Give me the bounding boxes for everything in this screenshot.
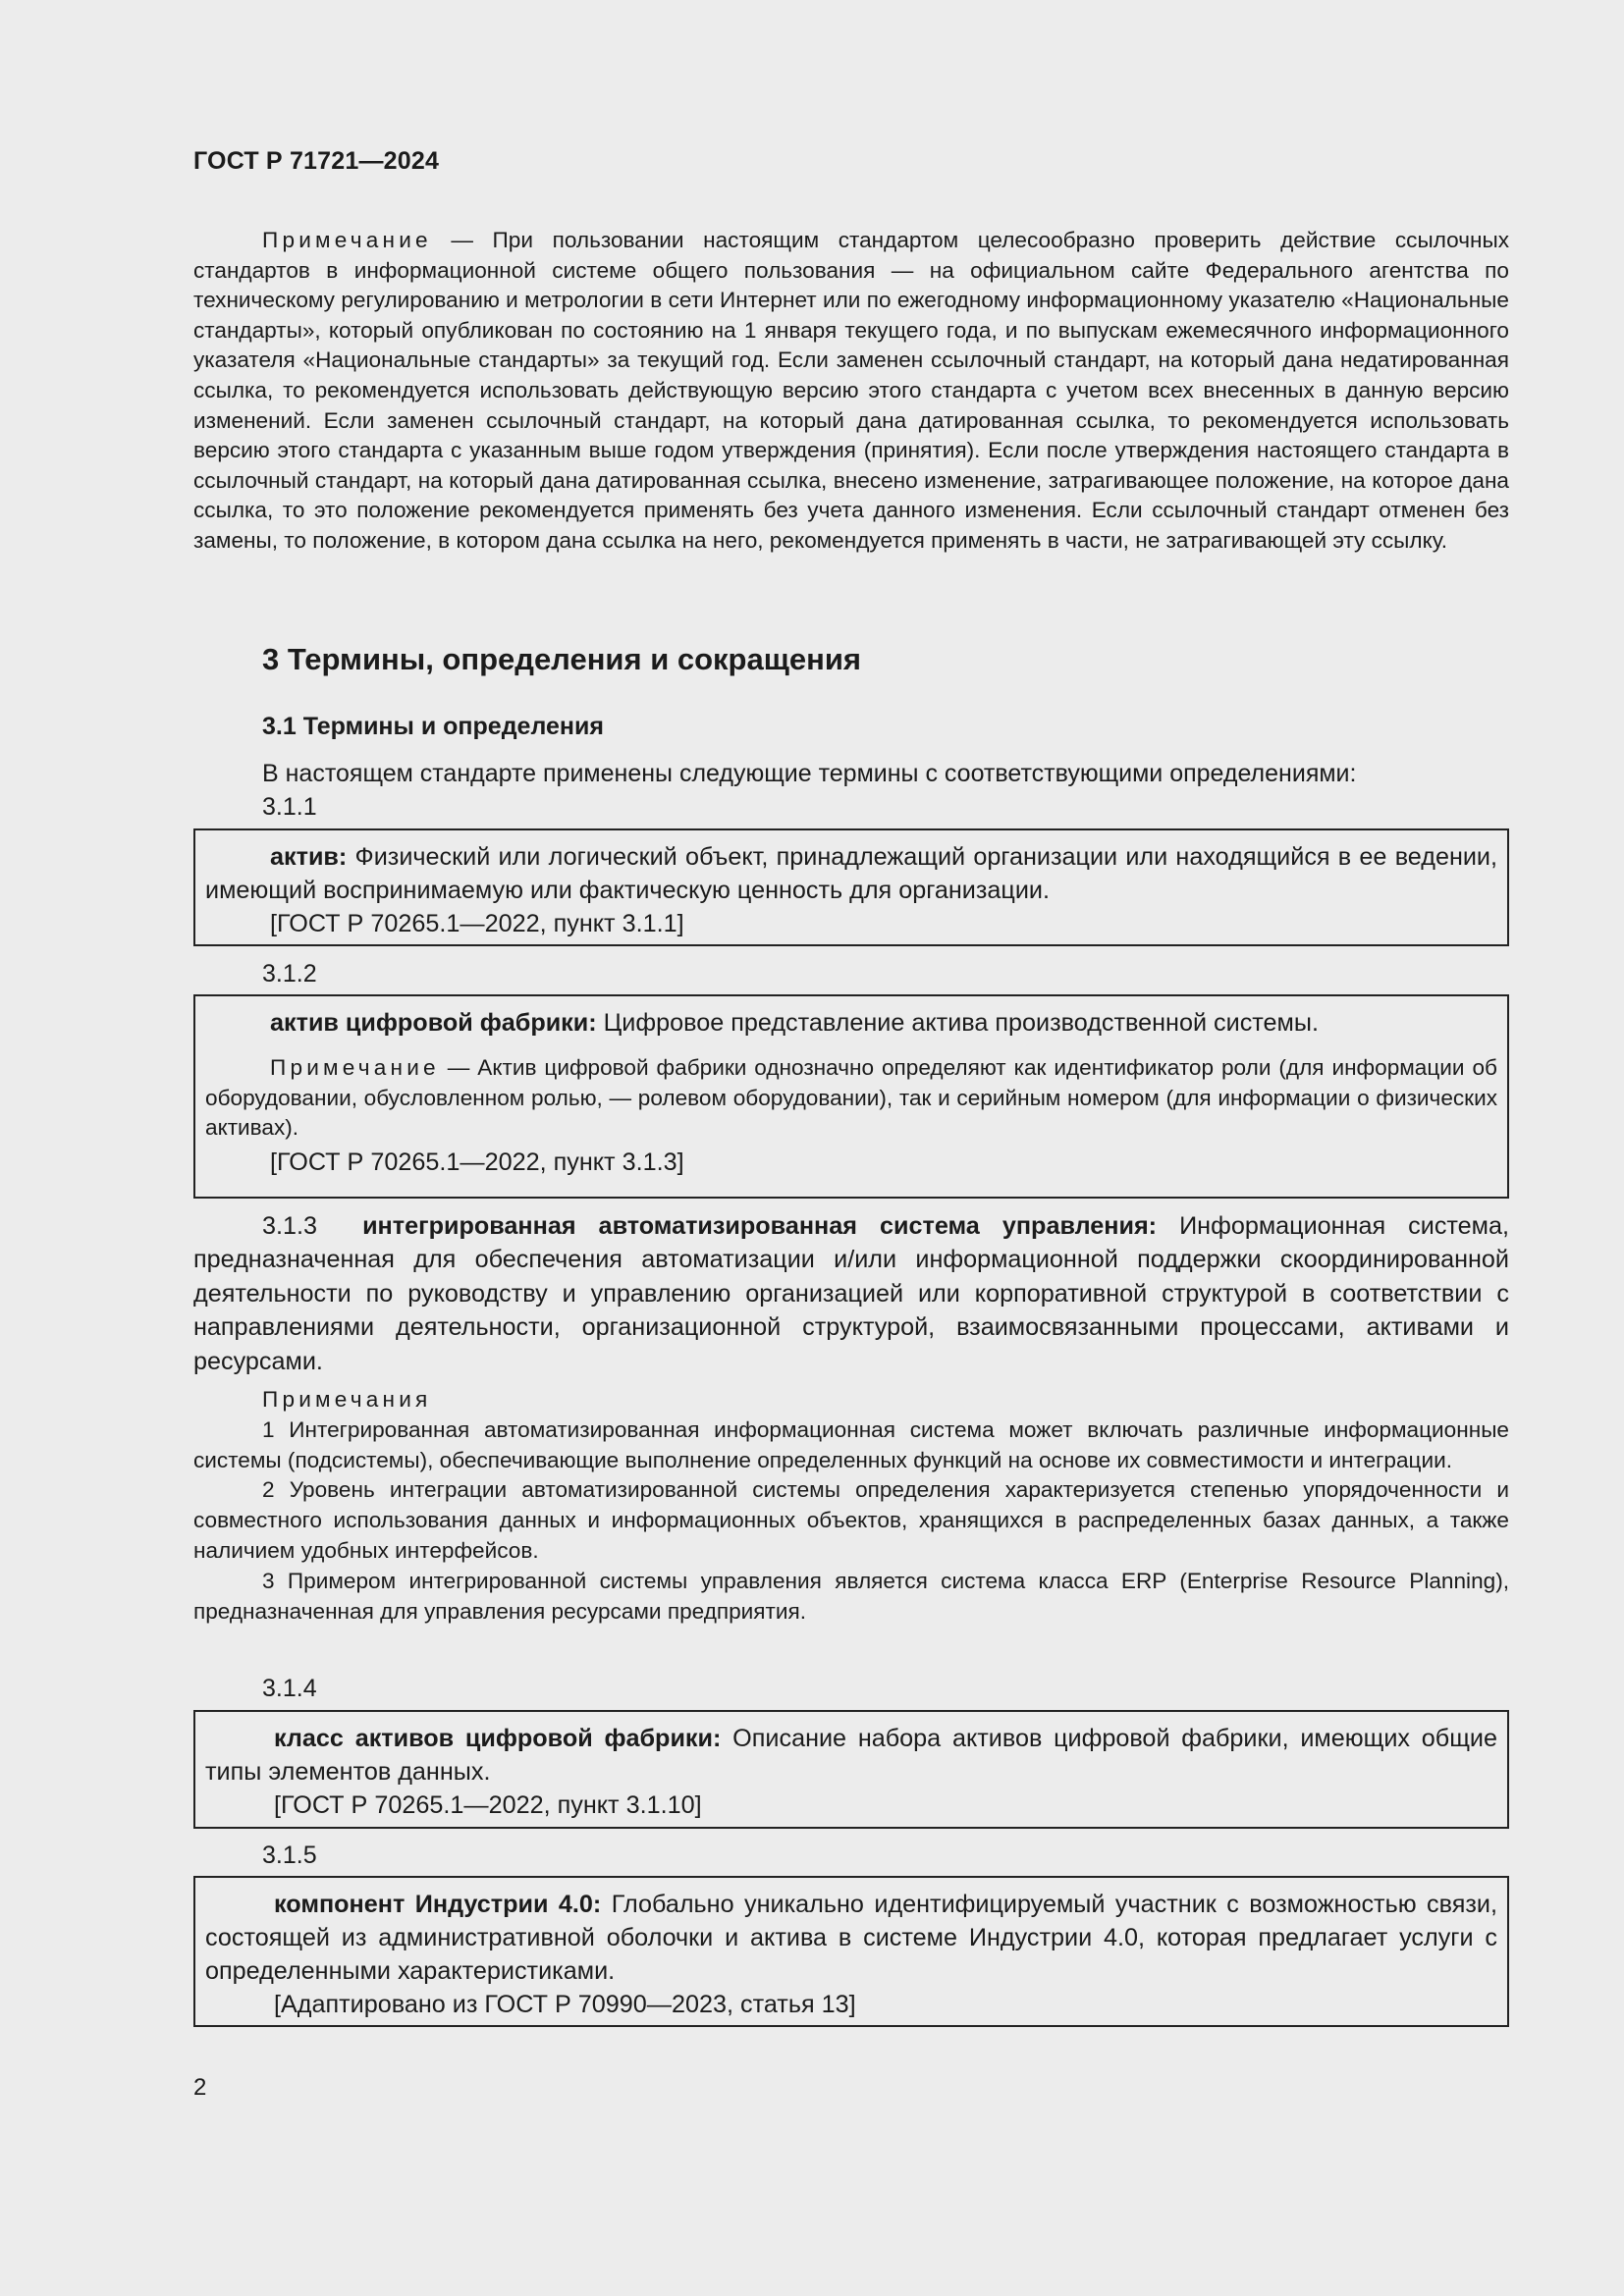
term-note: Примечание — Актив цифровой фабрики однозначно определяют как идентификатор роли (для информации об оборудовании, обусловленном ролью, — ролевом оборудовании), так и серийным номером (для информации о физических активах). <box>205 1055 1497 1141</box>
section-title: 3 Термины, определения и сокращения <box>262 642 861 676</box>
term-box-3-1-1 <box>193 828 1509 946</box>
term-source: [ГОСТ Р 70265.1—2022, пункт 3.1.3] <box>270 1148 684 1176</box>
term-name: актив цифровой фабрики: <box>270 1009 597 1037</box>
term-name: класс активов цифровой фабрики: <box>274 1725 722 1752</box>
term-source: [ГОСТ Р 70265.1—2022, пункт 3.1.1] <box>270 910 684 937</box>
document-header: ГОСТ Р 71721—2024 <box>193 147 440 175</box>
notes-label: Примечания <box>262 1387 432 1412</box>
note-label: Примечание <box>262 228 432 252</box>
term-definition: актив цифровой фабрики: Цифровое представление актива производственной системы. <box>270 1009 1319 1037</box>
note-text: — При пользовании настоящим стандартом целесообразно проверить действие ссылочных стандартов в информационной системе общего пользования — на официальном сайте Федерального агентства по техническому регулированию и метрологии в сети Интернет или по ежегодному информационному указателю «Национальные стандарты», который опубликован по состоянию на 1 января текущего года, и по выпускам ежемесячного информационного указателя «Национальные стандарты» за текущий год. Если заменен ссылочный стандарт, на который дана недатированная ссылка, то рекомендуется использовать действующую версию этого стандарта с учетом всех внесенных в данную версию изменений. Если заменен ссылочный стандарт, на который дана датированная ссылка, то рекомендуется использовать версию этого стандарта с указанным выше годом утверждения (принятия). Если после утверждения настоящего стандарта в ссылочный стандарт, на который дана датированная ссылка, внесено изменение, затрагивающее положение, на которое дана ссылка, то это положение рекомендуется применять без учета данного изменения. Если ссылочный стандарт отменен без замены, то положение, в котором дана ссылка на него, рекомендуется применять в части, не затрагивающей эту ссылку. <box>193 228 1509 553</box>
term-source: [Адаптировано из ГОСТ Р 70990—2023, статья 13] <box>274 1991 856 2018</box>
term-box-3-1-4 <box>193 1710 1509 1829</box>
term-source: [ГОСТ Р 70265.1—2022, пункт 3.1.10] <box>274 1791 702 1819</box>
term-number: 3.1.4 <box>262 1675 317 1702</box>
term-name: интегрированная автоматизированная система управления: <box>362 1212 1158 1240</box>
subsection-title: 3.1 Термины и определения <box>262 713 604 740</box>
term-3-1-3-notes <box>193 1385 1509 1627</box>
term-3-1-3: 3.1.3 интегрированная автоматизированная система управления: Информационная система, предназначенная для обеспечения автоматизации и/или информационной поддержки скоординированной деятельности по руководству и управлению организацией или корпоративной структурой в соответствии с направлениями деятельности, организационной структурой, взаимосвязанными процессами, активами и ресурсами. <box>193 1212 1509 1375</box>
term-box-3-1-2 <box>193 994 1509 1199</box>
note-item: 1 Интегрированная автоматизированная информационная система может включать различные информационные системы (подсистемы), обеспечивающие выполнение определенных функций на основе их совместимости и интеграции. <box>193 1416 1509 1472</box>
term-box-3-1-5 <box>193 1876 1509 2027</box>
note-item: 3 Примером интегрированной системы управления является система класса ERP (Enterprise Resource Planning), предназначенная для управления ресурсами предприятия. <box>193 1568 1509 1624</box>
term-number: 3.1.2 <box>262 960 317 988</box>
document-page <box>193 0 1509 2296</box>
intro-note <box>193 226 1509 557</box>
term-number: 3.1.1 <box>262 793 317 821</box>
term-definition: класс активов цифровой фабрики: Описание набора активов цифровой фабрики, имеющих общие типы элементов данных. <box>205 1725 1498 1786</box>
term-number: 3.1.5 <box>262 1842 317 1869</box>
term-definition: компонент Индустрии 4.0: Глобально уникально идентифицируемый участник с возможностью связи, состоящей из административной оболочки и актива в системе Индустрии 4.0, которая предлагает услуги с определенными характеристиками. <box>205 1891 1497 1985</box>
page-number: 2 <box>193 2074 207 2101</box>
section-intro: В настоящем стандарте применены следующие термины с соответствующими определениями: <box>262 760 1357 787</box>
term-name: актив: <box>270 843 348 871</box>
term-name: компонент Индустрии 4.0: <box>274 1891 602 1918</box>
note-item: 2 Уровень интеграции автоматизированной системы определения характеризуется степенью упорядоченности и совместного использования данных и информационных объектов, хранящихся в распределенных базах данных, а также наличием удобных интерфейсов. <box>193 1477 1509 1563</box>
term-definition: актив: Физический или логический объект, принадлежащий организации или находящийся в ее ведении, имеющий воспринимаемую или фактическую ценность для организации. <box>205 843 1497 904</box>
